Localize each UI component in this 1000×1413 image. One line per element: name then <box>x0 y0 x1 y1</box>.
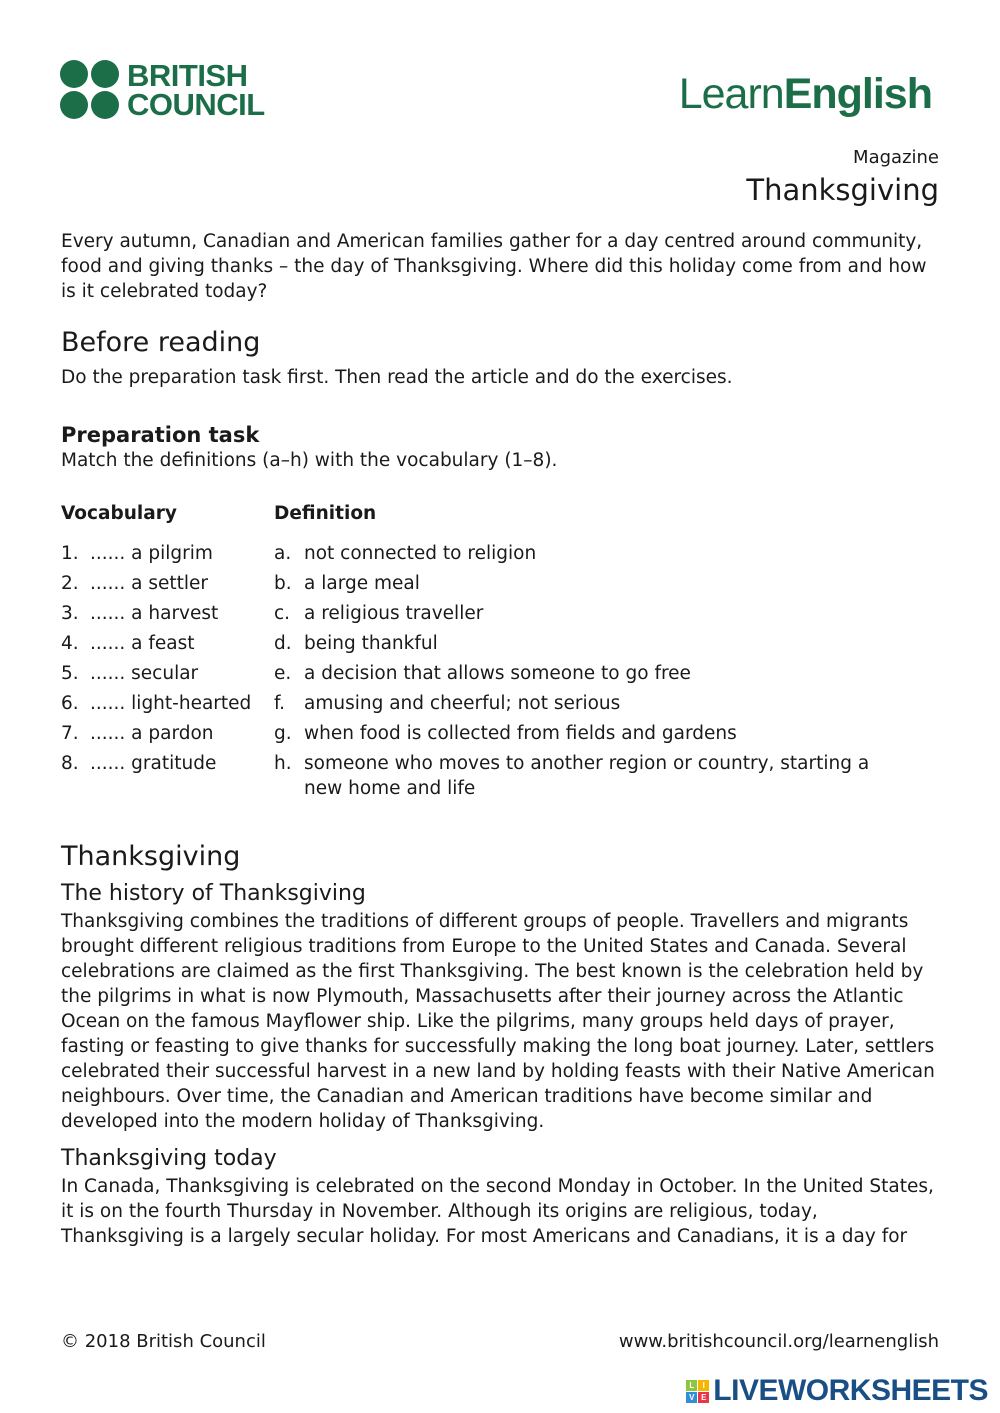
item-number: 6. <box>61 693 79 714</box>
item-number: 8. <box>61 753 79 774</box>
vocab-row <box>61 571 941 601</box>
logo-line-2: COUNCIL <box>127 86 265 122</box>
prep-instruction: Match the definitions (a–h) with the vocabulary (1–8). <box>61 450 558 471</box>
footer-url[interactable]: www.britishcouncil.org/learnenglish <box>618 1331 939 1352</box>
vocab-row <box>61 691 941 721</box>
vocab-word[interactable]: ...... gratitude <box>90 753 217 774</box>
section-kicker: Magazine <box>853 147 939 168</box>
logo-line-1: BRITISH <box>127 57 248 93</box>
before-reading-heading: Before reading <box>61 327 261 358</box>
vocab-table <box>61 501 941 801</box>
item-number: 5. <box>61 663 79 684</box>
vocab-word[interactable]: ...... light-hearted <box>90 693 252 714</box>
article-heading: Thanksgiving <box>61 841 241 872</box>
item-number: 1. <box>61 543 79 564</box>
vocab-row <box>61 751 941 801</box>
col-vocabulary: Vocabulary <box>61 503 177 524</box>
definition-letter: c. <box>274 603 291 624</box>
liveworksheets-logo <box>686 1374 988 1408</box>
live-grid-letter: V <box>686 1392 697 1403</box>
definition-letter: d. <box>274 633 292 654</box>
before-reading-text: Do the preparation task first. Then read the article and do the exercises. <box>61 367 733 388</box>
liveworksheets-text: LIVEWORKSHEETS <box>713 1374 988 1407</box>
vocab-row <box>61 661 941 691</box>
definition-text: amusing and cheerful; not serious <box>304 693 621 714</box>
live-grid-letter: E <box>698 1392 709 1403</box>
definition-text: being thankful <box>304 633 438 654</box>
vocab-word[interactable]: ...... a settler <box>90 573 209 594</box>
intro-text: Every autumn, Canadian and American families gather for a day centred around community, food and giving thanks – the day of Thanksgiving. Where did this holiday come from and how is it celebrated today? <box>61 231 927 302</box>
vocab-row <box>61 601 941 631</box>
vocab-word[interactable]: ...... a harvest <box>90 603 219 624</box>
item-number: 7. <box>61 723 79 744</box>
definition-text: a large meal <box>304 573 420 594</box>
vocab-word[interactable]: ...... a feast <box>90 633 195 654</box>
definition-text: a religious traveller <box>304 603 484 624</box>
vocab-row <box>61 541 941 571</box>
item-number: 3. <box>61 603 79 624</box>
item-number: 4. <box>61 633 79 654</box>
logo-dots-icon <box>60 60 119 119</box>
copyright: © 2018 British Council <box>61 1331 266 1352</box>
logo-learn: Learn <box>678 70 784 118</box>
definition-text: when food is collected from fields and gardens <box>304 723 737 744</box>
definition-text: someone who moves to another region or country, starting a new home and life <box>304 753 870 799</box>
prep-heading: Preparation task <box>61 423 260 447</box>
definition-letter: h. <box>274 753 292 774</box>
vocab-word[interactable]: ...... secular <box>90 663 199 684</box>
vocab-word[interactable]: ...... a pilgrim <box>90 543 213 564</box>
british-council-logo <box>60 57 265 122</box>
main-content <box>61 229 941 1249</box>
live-grid-letter: L <box>686 1380 697 1391</box>
vocab-word[interactable]: ...... a pardon <box>90 723 214 744</box>
definition-letter: f. <box>274 693 286 714</box>
history-heading: The history of Thanksgiving <box>61 881 366 906</box>
definition-text: a decision that allows someone to go free <box>304 663 691 684</box>
definition-letter: e. <box>274 663 292 684</box>
item-number: 2. <box>61 573 79 594</box>
definition-letter: g. <box>274 723 292 744</box>
vocab-row <box>61 631 941 661</box>
page-title: Thanksgiving <box>746 173 939 207</box>
live-grid-letter: I <box>698 1380 709 1391</box>
today-heading: Thanksgiving today <box>61 1146 277 1171</box>
vocab-row <box>61 721 941 751</box>
col-definition: Definition <box>274 503 377 524</box>
logo-english: English <box>783 70 932 118</box>
live-grid-icon <box>686 1380 709 1403</box>
today-text: In Canada, Thanksgiving is celebrated on the second Monday in October. In the United States, it is on the fourth Thursday in November. Although its origins are religious, today, Thanksgiving is a largely secular holiday. For most Americans and Canadians, it is a day for <box>61 1176 934 1247</box>
definition-letter: b. <box>274 573 292 594</box>
learnenglish-logo <box>679 70 932 119</box>
definition-letter: a. <box>274 543 292 564</box>
history-text: Thanksgiving combines the traditions of different groups of people. Travellers and migrants brought different religious traditions from Europe to the United States and Canada. Several celebrations are claimed as the first Thanksgiving. The best known is the celebration held by the pilgrims in what is now Plymouth, Massachusetts after their journey across the Atlantic Ocean on the famous Mayflower ship. Like the pilgrims, many groups held days of prayer, fasting or feasting to give thanks for successfully making the long boat journey. Later, settlers celebrated their successful harvest in a new land by holding feasts with their Native American neighbours. Over time, the Canadian and American traditions have become similar and developed into the modern holiday of Thanksgiving. <box>61 911 935 1132</box>
definition-text: not connected to religion <box>304 543 537 564</box>
